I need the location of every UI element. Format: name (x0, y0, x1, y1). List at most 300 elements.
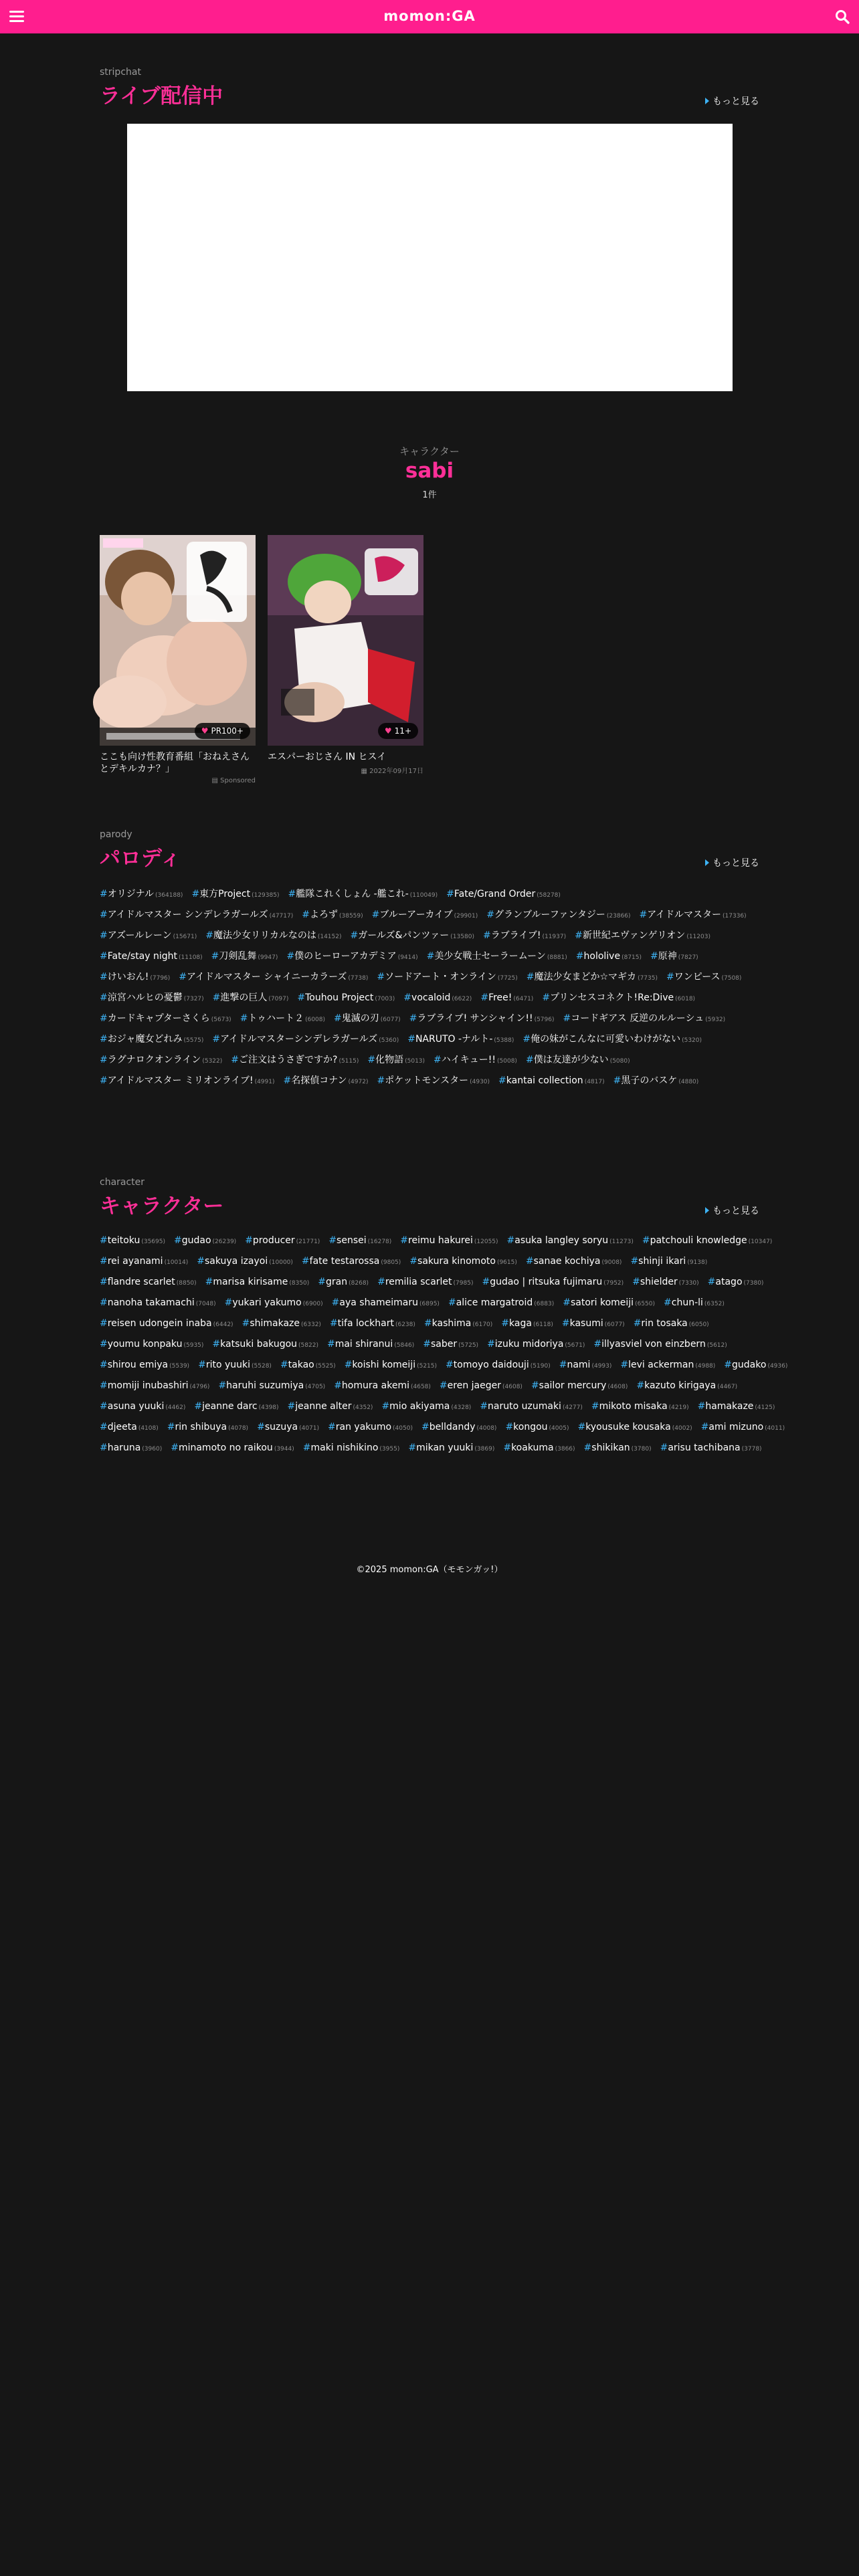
hash-icon: # (179, 972, 187, 982)
tag-link[interactable] (664, 1297, 725, 1308)
tag-name: mikoto misaka (599, 1401, 668, 1412)
tag-name: kantai collection (506, 1075, 583, 1086)
hash-icon: # (377, 972, 385, 982)
hash-icon: # (100, 1339, 108, 1350)
tag-name: sakuya izayoi (204, 1256, 268, 1267)
top-header (0, 0, 859, 33)
tag-link[interactable] (334, 1011, 401, 1025)
hash-icon: # (650, 951, 658, 962)
tag-count: (6622) (452, 996, 472, 1002)
hash-icon: # (334, 1380, 342, 1391)
tag-link[interactable] (480, 992, 533, 1003)
tag-count: (15671) (173, 934, 197, 940)
tag-count: (14152) (317, 934, 342, 940)
work-card[interactable] (268, 535, 423, 775)
tag-link[interactable] (507, 1235, 634, 1246)
tag-link[interactable] (328, 1422, 413, 1432)
tag-link[interactable] (434, 1053, 517, 1066)
hash-icon: # (191, 889, 200, 899)
tag-link[interactable] (242, 1318, 321, 1329)
tag-name: 鬼滅の刃 (341, 1013, 379, 1024)
tag-link[interactable] (423, 1339, 478, 1350)
tag-name: 魔法少女まどか☆マギカ (534, 972, 637, 982)
tag-count: (129385) (252, 892, 280, 899)
tag-link[interactable] (632, 1277, 699, 1287)
hash-icon: # (100, 992, 108, 1003)
tag-link[interactable] (100, 887, 183, 900)
tag-link[interactable] (613, 1073, 699, 1087)
tag-link[interactable] (303, 1442, 400, 1453)
hash-icon: # (377, 1277, 385, 1287)
tag-name: nanoha takamachi (107, 1297, 195, 1308)
tag-link[interactable] (421, 1422, 496, 1432)
tag-link[interactable] (100, 1011, 231, 1025)
tag-link[interactable] (174, 1235, 236, 1246)
tag-name: 僕は友達が少ない (533, 1055, 609, 1065)
hash-icon: # (700, 1422, 709, 1432)
tag-link[interactable] (100, 1339, 203, 1350)
tag-name: marisa kirisame (213, 1277, 288, 1287)
hash-icon: # (620, 1360, 629, 1370)
tag-count: (10014) (164, 1259, 189, 1266)
hash-icon: # (100, 1235, 108, 1246)
tag-count: (4817) (584, 1079, 605, 1085)
tag-count: (4005) (549, 1425, 569, 1432)
tag-count: (364188) (155, 892, 183, 899)
tag-count: (6077) (380, 1016, 401, 1023)
hash-icon: # (575, 951, 584, 962)
tag-name: ラブライブ! サンシャイン!! (417, 1013, 533, 1024)
tag-link[interactable] (559, 1360, 612, 1370)
likes-count: 11+ (394, 726, 411, 736)
tag-name: よろず (309, 909, 338, 920)
tag-name: reisen udongein inaba (107, 1318, 212, 1329)
tag-link[interactable] (526, 1053, 630, 1066)
tag-name: アイドルマスター シンデレラガールズ (107, 909, 268, 920)
tag-name: takao (288, 1360, 314, 1370)
tag-count: (6170) (472, 1321, 493, 1328)
tag-count: (7327) (183, 996, 204, 1002)
tag-link[interactable] (563, 1011, 726, 1025)
tag-name: minamoto no raikou (178, 1442, 273, 1453)
parody-more-label: もっと見る (712, 858, 759, 869)
tag-count: (35695) (141, 1239, 165, 1245)
tag-name: ran yakumo (335, 1422, 392, 1432)
hash-icon: # (100, 1013, 108, 1024)
tag-link[interactable] (100, 907, 293, 921)
tag-link[interactable] (212, 1339, 318, 1350)
tag-link[interactable] (503, 1442, 575, 1453)
hash-icon: # (100, 1360, 108, 1370)
tag-count: (47717) (269, 913, 294, 920)
tag-link[interactable] (297, 992, 395, 1003)
tag-name: 新世紀エヴァンゲリオン (582, 930, 686, 941)
tag-count: (5215) (417, 1363, 438, 1370)
tag-link[interactable] (377, 1277, 473, 1287)
work-thumbnail[interactable] (268, 535, 423, 746)
tag-link[interactable] (724, 1360, 787, 1370)
tag-name: rin shibuya (175, 1422, 227, 1432)
tag-link[interactable] (167, 1422, 248, 1432)
tag-count: (26239) (212, 1239, 237, 1245)
hash-icon: # (100, 1277, 108, 1287)
tag-count: (4219) (668, 1404, 689, 1411)
tag-link[interactable] (634, 1318, 709, 1329)
hash-icon: # (505, 1422, 514, 1432)
tag-count: (3780) (631, 1446, 652, 1453)
tag-count: (4705) (305, 1384, 326, 1390)
tag-count: (6008) (305, 1016, 326, 1023)
hash-icon: # (482, 1277, 490, 1287)
site-logo[interactable]: momon:GA (383, 8, 476, 24)
tag-link[interactable] (640, 907, 747, 921)
tag-link[interactable] (286, 949, 417, 962)
tag-count: (3866) (555, 1446, 575, 1453)
search-icon[interactable] (835, 9, 850, 24)
hash-icon: # (257, 1422, 265, 1432)
hash-icon: # (636, 1380, 645, 1391)
tag-link[interactable] (427, 949, 567, 962)
tag-name: naruto uzumaki (488, 1401, 561, 1412)
tag-name: mio akiyama (389, 1401, 450, 1412)
tag-link[interactable] (257, 1422, 319, 1432)
tag-link[interactable] (367, 1053, 425, 1066)
tag-row (100, 1339, 762, 1350)
tag-link[interactable] (403, 992, 472, 1003)
tag-link[interactable] (486, 907, 630, 921)
tag-link[interactable] (666, 970, 741, 983)
tag-link[interactable] (332, 1297, 440, 1308)
hash-icon: # (212, 1339, 221, 1350)
character-name: sabi (405, 459, 454, 483)
hash-icon: # (100, 1055, 108, 1065)
tag-link[interactable] (100, 1277, 197, 1287)
heart-icon: ♥ (201, 726, 209, 736)
tag-link[interactable] (377, 970, 517, 983)
tag-link[interactable] (205, 1277, 310, 1287)
hash-icon: # (446, 889, 454, 899)
tag-name: djeeta (107, 1422, 137, 1432)
tag-name: kashima (432, 1318, 472, 1329)
triangle-right-icon (705, 1207, 709, 1214)
hash-icon: # (642, 1235, 650, 1246)
tag-link[interactable] (225, 1297, 323, 1308)
tag-link[interactable] (650, 949, 698, 962)
hash-icon: # (367, 1055, 376, 1065)
tag-link[interactable] (480, 1401, 583, 1412)
tag-row (100, 1380, 762, 1391)
tag-link[interactable] (100, 1297, 216, 1308)
tag-count: (13580) (450, 934, 474, 940)
tag-link[interactable] (318, 1277, 369, 1287)
hash-icon: # (448, 1297, 456, 1308)
tag-count: (9138) (687, 1259, 708, 1266)
hash-icon: # (563, 1013, 571, 1024)
hash-icon: # (297, 992, 306, 1003)
tag-link[interactable] (400, 1235, 498, 1246)
tag-name: asuna yuuki (107, 1401, 165, 1412)
tag-link[interactable] (100, 1442, 162, 1453)
tag-count: (5525) (315, 1363, 336, 1370)
hash-icon: # (283, 1075, 292, 1086)
hash-icon: # (371, 909, 380, 920)
work-title[interactable]: ここも向け性教育番組「おねえさんとデキルカナ？」 (100, 752, 250, 774)
tag-name: けいおん! (107, 972, 149, 982)
tag-link[interactable] (100, 1032, 203, 1045)
tag-link[interactable] (334, 1380, 431, 1391)
tag-name: levi ackerman (628, 1360, 694, 1370)
character-more-link[interactable] (705, 1204, 759, 1217)
tag-row (100, 1401, 775, 1412)
tag-link[interactable] (302, 907, 363, 921)
tag-link[interactable] (100, 1318, 233, 1329)
tag-name: アイドルマスター シャイニーカラーズ (187, 972, 347, 982)
tag-link[interactable] (100, 928, 197, 942)
tag-link[interactable] (100, 1380, 209, 1391)
tag-link[interactable] (213, 990, 289, 1004)
tag-name: reimu hakurei (408, 1235, 473, 1246)
tag-link[interactable] (487, 1339, 585, 1350)
tag-count: (8881) (547, 954, 567, 961)
tag-link[interactable] (288, 1401, 373, 1412)
tag-link[interactable] (440, 1380, 522, 1391)
tag-name: Free! (488, 992, 512, 1003)
tag-link[interactable] (345, 1360, 437, 1370)
tag-link[interactable] (179, 970, 368, 983)
tag-link[interactable] (100, 970, 170, 983)
tag-count: (5115) (339, 1058, 359, 1065)
tag-name: jeanne darc (202, 1401, 258, 1412)
tag-link[interactable] (424, 1318, 492, 1329)
tag-link[interactable] (100, 1401, 185, 1412)
hash-icon: # (575, 930, 583, 941)
work-meta-text: 2022年09月17日 (369, 768, 423, 775)
tag-count: (7380) (743, 1280, 764, 1287)
tag-count: (5080) (609, 1058, 630, 1065)
tag-count: (5539) (169, 1363, 190, 1370)
hash-icon: # (211, 951, 219, 962)
tag-name: alice margatroid (456, 1297, 533, 1308)
tag-link[interactable] (245, 1235, 320, 1246)
work-thumbnail[interactable] (100, 535, 256, 746)
tag-count: (5671) (565, 1342, 585, 1349)
tag-link[interactable] (198, 1360, 272, 1370)
hash-icon: # (446, 1360, 454, 1370)
tag-link[interactable] (302, 1256, 401, 1267)
live-more-link[interactable] (705, 94, 759, 108)
tag-link[interactable] (562, 1318, 625, 1329)
live-stream-frame[interactable] (127, 124, 733, 391)
tag-link[interactable] (350, 928, 474, 942)
tag-link[interactable] (288, 887, 438, 900)
tag-link[interactable] (531, 1380, 628, 1391)
tag-link[interactable] (620, 1360, 715, 1370)
tag-name: グランブルーファンタジー (494, 909, 605, 920)
tag-count: (7725) (497, 975, 518, 982)
tag-link[interactable] (100, 1422, 159, 1432)
tag-link[interactable] (100, 951, 203, 962)
live-section-sub: stripchat (100, 67, 141, 78)
tag-name: 化物語 (375, 1055, 404, 1065)
tag-link[interactable] (446, 1360, 551, 1370)
tag-link[interactable] (448, 1297, 554, 1308)
character-section-sub: character (100, 1177, 145, 1188)
tag-link[interactable] (100, 1235, 165, 1246)
tag-link[interactable] (593, 1339, 727, 1350)
tag-link[interactable] (194, 1401, 278, 1412)
tag-link[interactable] (407, 1032, 514, 1045)
tag-link[interactable] (576, 951, 642, 962)
tag-link[interactable] (660, 1442, 762, 1453)
tag-link[interactable] (197, 1256, 293, 1267)
tag-name: NARUTO -ナルト- (415, 1034, 493, 1045)
tag-name: aya shameimaru (339, 1297, 419, 1308)
tag-name: ハイキュー!! (441, 1055, 496, 1065)
tag-link[interactable] (526, 1256, 622, 1267)
tag-name: shielder (640, 1277, 678, 1287)
tag-link[interactable] (708, 1277, 764, 1287)
likes-count: PR100+ (211, 726, 244, 736)
tag-count: (4972) (348, 1079, 369, 1085)
tag-link[interactable] (483, 928, 566, 942)
tag-name: illyasviel von einzbern (601, 1339, 706, 1350)
tag-link[interactable] (636, 1380, 737, 1391)
tag-count: (7952) (603, 1280, 624, 1287)
tag-link[interactable] (100, 1053, 222, 1066)
tag-count: (5322) (202, 1058, 223, 1065)
parody-more-link[interactable] (705, 856, 759, 869)
tag-link[interactable] (542, 990, 695, 1004)
tag-link[interactable] (409, 1256, 517, 1267)
tag-link[interactable] (212, 1032, 399, 1045)
tag-count: (21771) (296, 1239, 320, 1245)
work-card[interactable] (100, 535, 256, 784)
tag-row (100, 1297, 762, 1308)
tag-count: (6442) (213, 1321, 233, 1328)
tag-link[interactable] (409, 1011, 555, 1025)
triangle-right-icon (705, 859, 709, 866)
tag-link[interactable] (522, 1032, 702, 1045)
parody-section-title: パロディ (100, 847, 181, 871)
tag-count: (5935) (183, 1342, 204, 1349)
tag-row (100, 949, 762, 962)
hash-icon: # (381, 1401, 390, 1412)
tag-link[interactable] (100, 1360, 189, 1370)
tag-link[interactable] (327, 1339, 414, 1350)
hash-icon: # (224, 1297, 233, 1308)
tag-link[interactable] (527, 970, 658, 983)
tag-link[interactable] (446, 889, 561, 899)
hash-icon: # (498, 1075, 506, 1086)
tag-link[interactable] (575, 928, 710, 942)
tag-name: 魔法少女リリカルなのは (213, 930, 316, 941)
tag-link[interactable] (563, 1297, 655, 1308)
hash-icon: # (707, 1277, 716, 1287)
tag-count: (4467) (717, 1384, 738, 1390)
hash-icon: # (100, 1422, 108, 1432)
tag-link[interactable] (377, 1073, 490, 1087)
tag-count: (5320) (682, 1037, 702, 1044)
tag-link[interactable] (100, 990, 204, 1004)
tag-count: (5528) (252, 1363, 272, 1370)
tag-count: (5575) (183, 1037, 204, 1044)
tag-link[interactable] (191, 887, 279, 900)
tag-name: sanae kochiya (533, 1256, 601, 1267)
tag-name: sakura kinomoto (417, 1256, 496, 1267)
tag-link[interactable] (328, 1235, 391, 1246)
tag-link[interactable] (642, 1235, 772, 1246)
tag-count: (4930) (470, 1079, 490, 1085)
tag-name: izuku midoriya (494, 1339, 564, 1350)
tag-count: (5932) (705, 1016, 726, 1023)
hash-icon: # (167, 1422, 175, 1432)
tag-count: (10000) (269, 1259, 293, 1266)
tag-link[interactable] (584, 1442, 652, 1453)
tag-link[interactable] (408, 1442, 494, 1453)
tag-name: rito yuuki (205, 1360, 250, 1370)
tag-name: saber (430, 1339, 458, 1350)
tag-link[interactable] (100, 1073, 275, 1087)
tag-count: (6352) (704, 1301, 725, 1307)
tag-count: (4050) (393, 1425, 413, 1432)
tag-link[interactable] (100, 1256, 188, 1267)
tag-link[interactable] (591, 1401, 689, 1412)
tag-link[interactable] (205, 928, 341, 942)
tag-link[interactable] (211, 949, 278, 962)
work-title[interactable]: エスパーおじさん IN ヒスイ (268, 752, 387, 762)
tag-row (100, 1073, 762, 1087)
tag-count: (4796) (189, 1384, 210, 1390)
tag-link[interactable] (372, 907, 478, 921)
tag-link[interactable] (505, 1422, 569, 1432)
hash-icon: # (423, 1318, 432, 1329)
tag-count: (3869) (474, 1446, 495, 1453)
tag-name: tomoyo daidouji (453, 1360, 529, 1370)
tag-count: (5013) (405, 1058, 425, 1065)
tag-link[interactable] (501, 1318, 553, 1329)
hash-icon: # (633, 1318, 642, 1329)
work-meta-text: Sponsored (220, 777, 256, 784)
tag-row (100, 887, 762, 900)
tag-link[interactable] (171, 1442, 294, 1453)
tag-link[interactable] (498, 1075, 605, 1086)
tag-link[interactable] (280, 1360, 336, 1370)
tag-link[interactable] (330, 1318, 415, 1329)
tag-link[interactable] (231, 1053, 359, 1066)
hash-icon: # (197, 1256, 205, 1267)
tag-link[interactable] (482, 1277, 624, 1287)
tag-name: shimakaze (250, 1318, 300, 1329)
tag-count: (7097) (268, 996, 289, 1002)
tag-link[interactable] (381, 1401, 471, 1412)
hash-icon: # (697, 1401, 706, 1412)
tag-name: shinji ikari (638, 1256, 686, 1267)
hash-icon: # (613, 1075, 622, 1086)
tag-link[interactable] (577, 1422, 692, 1432)
tag-link[interactable] (240, 1011, 325, 1025)
tag-link[interactable] (698, 1401, 775, 1412)
tag-row (100, 1422, 785, 1432)
tag-name: kyousuke kousaka (585, 1422, 671, 1432)
tag-link[interactable] (218, 1380, 325, 1391)
tag-count: (7738) (348, 975, 369, 982)
tag-link[interactable] (630, 1256, 707, 1267)
tag-count: (4398) (258, 1404, 279, 1411)
tag-link[interactable] (284, 1073, 369, 1087)
tag-name: flandre scarlet (107, 1277, 175, 1287)
hash-icon: # (198, 1360, 206, 1370)
tag-link[interactable] (701, 1422, 785, 1432)
